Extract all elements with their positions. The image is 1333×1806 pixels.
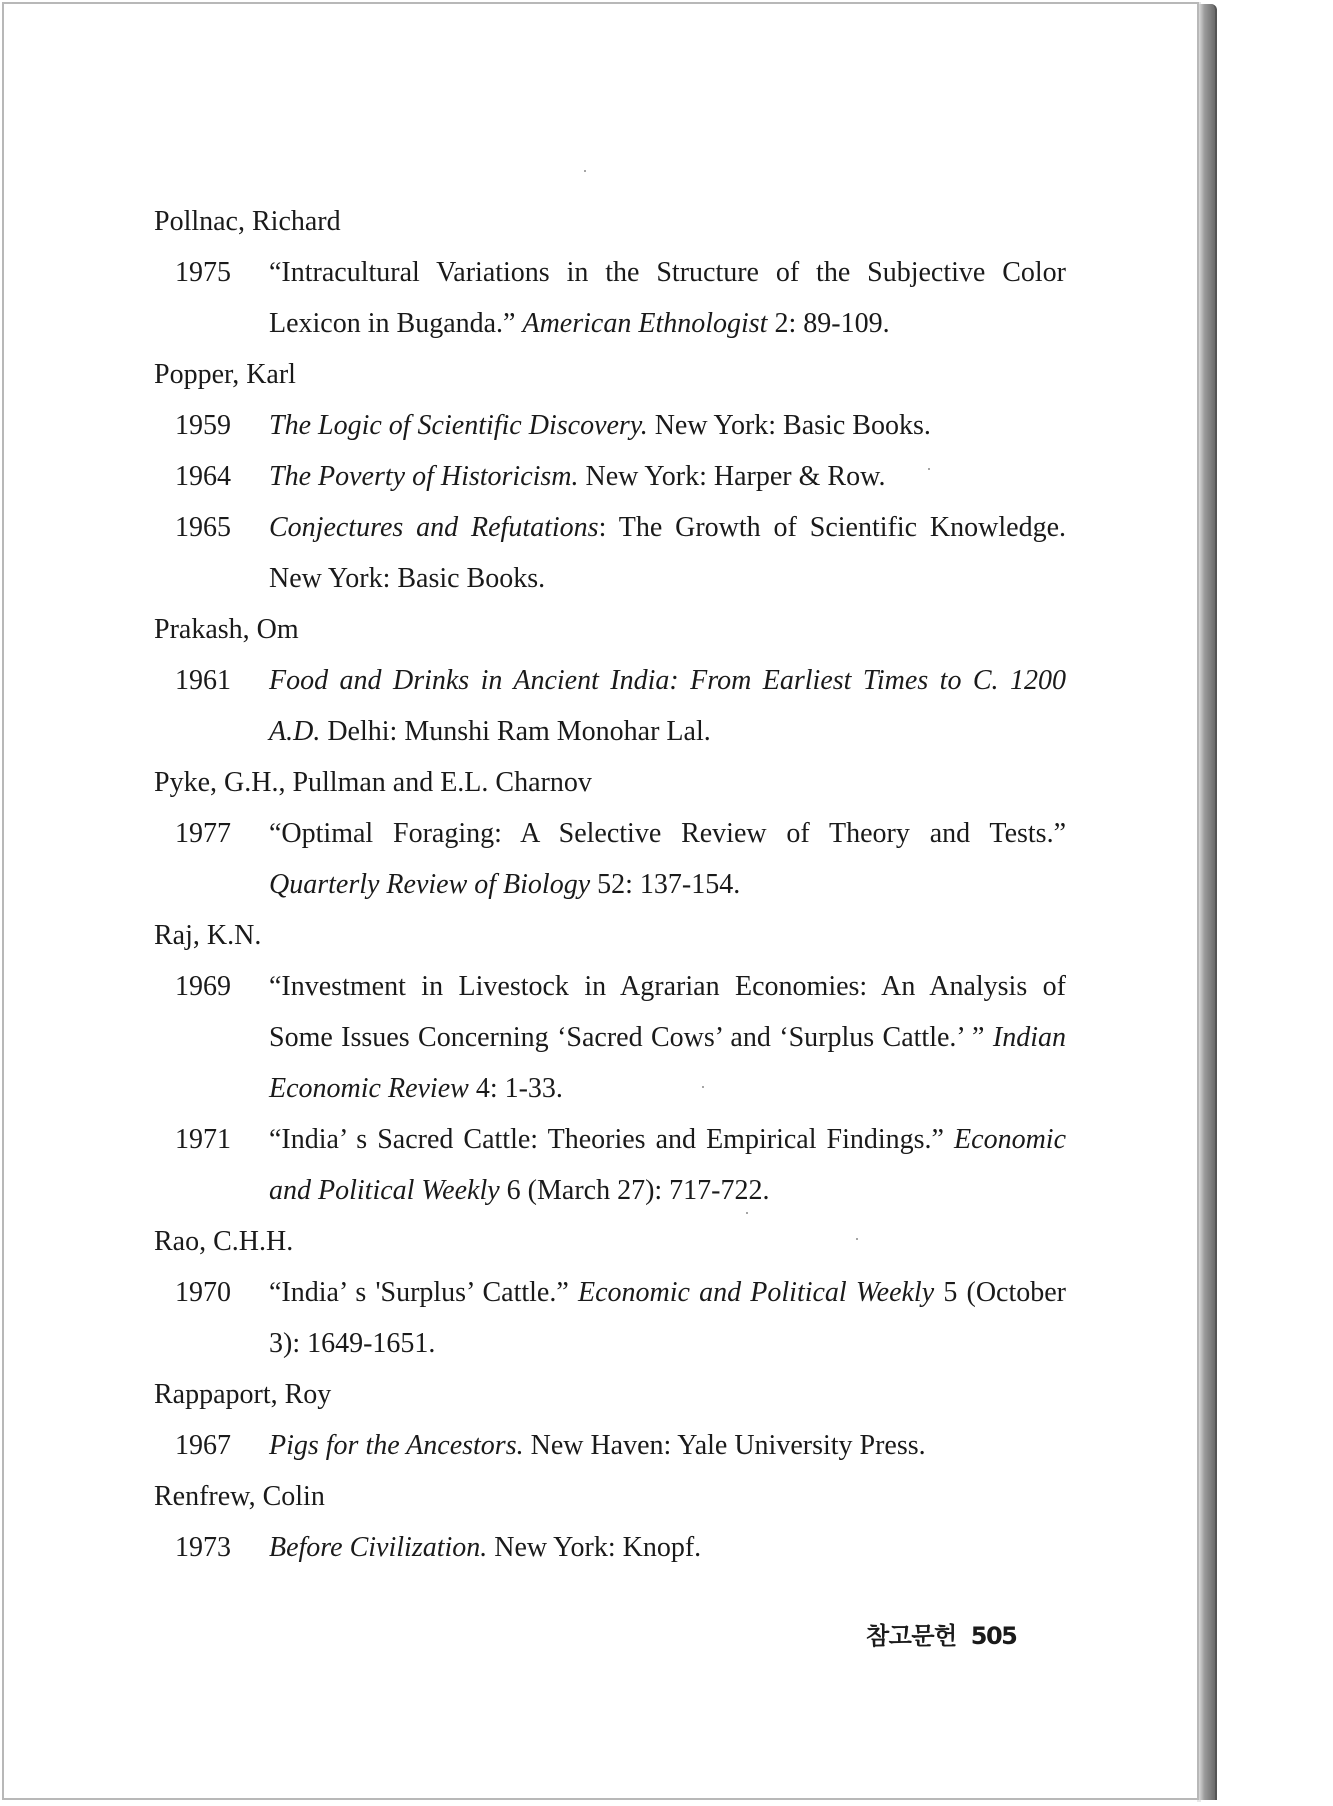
reference-item xyxy=(154,451,1074,502)
citation-title-italic: Indian Economic Review xyxy=(269,1022,1066,1104)
reference-item xyxy=(154,247,1074,349)
citation-text: New Haven: Yale University Press. xyxy=(523,1430,926,1461)
citation-text: New York: Harper & Row. xyxy=(578,461,886,492)
reference-year: 1971 xyxy=(175,1124,231,1155)
citation-title-italic: The Logic of Scientific Discovery. xyxy=(269,410,648,441)
reference-item xyxy=(154,1522,1074,1573)
reference-year: 1969 xyxy=(175,971,231,1002)
reference-year: 1959 xyxy=(175,410,231,441)
citation-text: “Intracultural Variations in the Structure of the Subjective Color Lexicon in Buganda.” xyxy=(269,257,1066,339)
reference-year: 1967 xyxy=(175,1430,231,1461)
citation-text: “India’ s 'Surplus’ Cattle.” xyxy=(269,1277,578,1308)
citation-title-italic: Quarterly Review of Biology xyxy=(269,869,591,900)
reference-citation xyxy=(269,655,1074,757)
bibliography-entry xyxy=(154,1471,1074,1573)
citation-title-italic: Economic and Political Weekly xyxy=(577,1277,935,1308)
citation-text: “Investment in Livestock in Agrarian Economies: An Analysis of Some Issues Concerning ‘Sacred Cows’ and ‘Surplus Cattle.’ ” xyxy=(269,971,1066,1053)
reference-citation xyxy=(269,1522,1074,1573)
bibliography-entry xyxy=(154,910,1074,1216)
reference-item xyxy=(154,655,1074,757)
reference-citation xyxy=(269,247,1074,349)
scan-speck xyxy=(584,170,586,172)
citation-text: “Optimal Foraging: A Selective Review of Theory and Tests.” xyxy=(269,818,1066,849)
reference-year: 1965 xyxy=(175,512,231,543)
bibliography-entry xyxy=(154,196,1074,349)
citation-title-italic: American Ethnologist xyxy=(522,308,768,339)
citation-text: : The Growth of Scientific Knowledge. New York: Basic Books. xyxy=(269,512,1066,594)
reference-item xyxy=(154,808,1074,910)
bibliography-list xyxy=(154,196,1074,1573)
reference-year: 1973 xyxy=(175,1532,231,1563)
citation-text: 2: 89-109. xyxy=(767,308,890,339)
entry-author: Rao, C.H.H. xyxy=(154,1226,294,1257)
reference-item xyxy=(154,1114,1074,1216)
citation-text: 4: 1-33. xyxy=(468,1073,563,1104)
citation-text: New York: Basic Books. xyxy=(647,410,931,441)
citation-title-italic: Food and Drinks in Ancient India: From Earliest Times to C. 1200 A.D. xyxy=(269,665,1066,747)
reference-year: 1977 xyxy=(175,818,231,849)
reference-year: 1975 xyxy=(175,257,231,288)
citation-text: New York: Knopf. xyxy=(487,1532,702,1563)
citation-text: 5 (October 3): 1649-1651. xyxy=(269,1277,1066,1359)
citation-text: 6 (March 27): 717-722. xyxy=(499,1175,770,1206)
entry-author: Rappaport, Roy xyxy=(154,1379,332,1410)
citation-title-italic: Conjectures and Refutations xyxy=(269,512,599,543)
bibliography-entry xyxy=(154,349,1074,604)
reference-citation xyxy=(269,1114,1074,1216)
reference-citation xyxy=(269,502,1074,604)
entry-author: Raj, K.N. xyxy=(154,920,262,951)
bibliography-entry xyxy=(154,604,1074,757)
reference-item xyxy=(154,1267,1074,1369)
reference-citation xyxy=(269,808,1074,910)
reference-year: 1964 xyxy=(175,461,231,492)
reference-citation xyxy=(269,1420,1074,1471)
entry-author: Popper, Karl xyxy=(154,359,296,390)
bibliography-entry xyxy=(154,757,1074,910)
reference-citation xyxy=(269,451,1074,502)
citation-text: Delhi: Munshi Ram Monohar Lal. xyxy=(320,716,711,747)
running-footer-section: 참고문헌 xyxy=(866,1622,957,1650)
citation-title-italic: Pigs for the Ancestors. xyxy=(269,1430,524,1461)
page-number: 505 xyxy=(970,1622,1017,1650)
bibliography-entry xyxy=(154,1369,1074,1471)
reference-item xyxy=(154,1420,1074,1471)
reference-year: 1970 xyxy=(175,1277,231,1308)
entry-author: Renfrew, Colin xyxy=(154,1481,325,1512)
citation-title-italic: The Poverty of Historicism. xyxy=(269,461,579,492)
reference-year: 1961 xyxy=(175,665,231,696)
page-edge-shadow xyxy=(1199,4,1217,1800)
entry-author: Prakash, Om xyxy=(154,614,299,645)
reference-item xyxy=(154,961,1074,1114)
citation-title-italic: Before Civilization. xyxy=(269,1532,488,1563)
reference-citation xyxy=(269,400,1074,451)
reference-citation xyxy=(269,1267,1074,1369)
page-footer xyxy=(866,1616,1016,1651)
reference-item xyxy=(154,400,1074,451)
bibliography-entry xyxy=(154,1216,1074,1369)
entry-author: Pollnac, Richard xyxy=(154,206,341,237)
entry-author: Pyke, G.H., Pullman and E.L. Charnov xyxy=(154,767,592,798)
reference-item xyxy=(154,502,1074,604)
citation-title-italic: Economic and Political Weekly xyxy=(269,1124,1066,1206)
citation-text: “India’ s Sacred Cattle: Theories and Empirical Findings.” xyxy=(269,1124,955,1155)
citation-text: 52: 137-154. xyxy=(590,869,741,900)
reference-citation xyxy=(269,961,1074,1114)
